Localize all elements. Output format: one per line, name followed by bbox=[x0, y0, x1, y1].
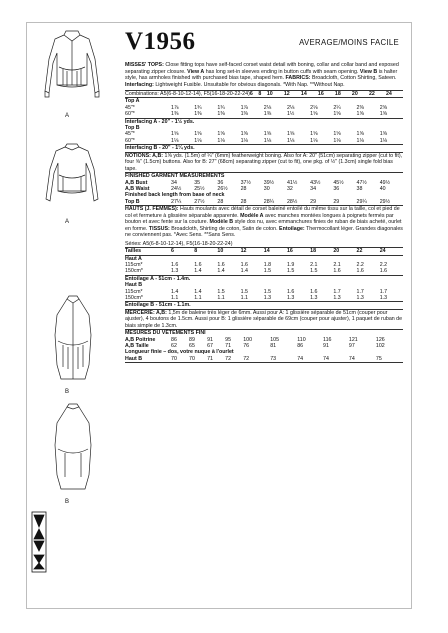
table-cell: 105 bbox=[270, 336, 280, 343]
description-en: MISSES' TOPS: Close fitting tops have self-faced corset waist detail with boning, collar and collar band and exposed separating zipper closure. View A has long set-in sleeves ending in button cuffs with seam opening. View B is halter style, has armholes finished with purchased bias tape, shaped hem. FABRICS: Broadcloth, Cotton Shirting, Sateen. Interfacing: Lightweight Fusible. Unsuitable for obvious diagonals. *With Nap. **Without Nap. bbox=[125, 62, 399, 88]
table-cell: 12 bbox=[284, 91, 301, 98]
table-cell: 2⅛ bbox=[263, 104, 272, 111]
interfacing-row: Entoilage A - 51cm - 1.4m. bbox=[125, 275, 403, 282]
table-cell: A,B Bust bbox=[125, 179, 148, 186]
table-cell: 95 bbox=[225, 336, 232, 343]
table-cell: 67 bbox=[207, 343, 213, 350]
table-cell: 2.1 bbox=[333, 261, 341, 268]
table-cell: 1⅞ bbox=[171, 104, 179, 111]
table-cell: 14 bbox=[264, 248, 287, 255]
finished-measurements-en bbox=[125, 172, 403, 206]
table-cell: 75 bbox=[375, 355, 382, 362]
table-cell: 1.6 bbox=[217, 261, 225, 268]
table-cell: 6 bbox=[171, 248, 194, 255]
table-cell: 36 bbox=[333, 185, 340, 192]
table-cell: 115cm* bbox=[125, 261, 143, 268]
table-cell: 39½ bbox=[263, 179, 275, 186]
table-cell: 1.5 bbox=[217, 288, 225, 295]
table-cell: 2⅛ bbox=[310, 104, 318, 111]
table-cell: 1⅜ bbox=[240, 111, 248, 118]
table-cell: 1.1 bbox=[194, 294, 202, 301]
table-cell: 1.7 bbox=[333, 288, 341, 295]
table-row bbox=[125, 295, 403, 302]
table-cell: 74 bbox=[323, 355, 329, 362]
table-cell: 29 bbox=[310, 198, 317, 205]
table-cell: 1⅛ bbox=[171, 137, 179, 144]
table-cell: 1⅜ bbox=[263, 111, 272, 118]
table-cell: Top B bbox=[125, 198, 140, 205]
table-cell: 2.2 bbox=[379, 261, 388, 268]
table-cell: 1⅝ bbox=[263, 131, 272, 138]
table-cell: 116 bbox=[323, 336, 332, 343]
table-cell: 1.4 bbox=[171, 288, 179, 295]
table-cell: Tailles bbox=[125, 248, 171, 255]
table-row bbox=[125, 199, 403, 206]
table-cell: 102 bbox=[375, 343, 385, 350]
table-cell: 86 bbox=[171, 336, 177, 343]
table-cell: 110 bbox=[297, 336, 306, 343]
table-cell: 1⅛ bbox=[310, 137, 318, 144]
table-cell: 74 bbox=[348, 355, 355, 362]
table-cell: 14 bbox=[301, 91, 318, 98]
table-cell: 76 bbox=[243, 343, 250, 350]
table-cell: 1⅛ bbox=[263, 137, 272, 144]
table-cell: 28¼ bbox=[263, 198, 275, 205]
nap-symbol-icon bbox=[31, 511, 47, 573]
notions-fr: MERCERIE: A,B: 1,5m de baleine très léger de 6mm. Aussi pour A: 1 glissière séparable de 51cm (couper pour ajuster), 4 boutons de 1.5cm. Aussi pour B: 1 glissière séparable de 69cm (couper pour ajuster), 1 paquet de ruban de biais simple de 1.3cm. bbox=[125, 309, 403, 329]
table-cell: 1.4 bbox=[217, 268, 225, 275]
section-title: MESURES DU VÊTEMENTS FINI bbox=[125, 330, 206, 337]
table-cell: 72 bbox=[225, 355, 232, 362]
table-cell: 71 bbox=[225, 343, 232, 350]
table-cell: 29 bbox=[333, 198, 340, 205]
table-cell: 1⅝ bbox=[310, 111, 318, 118]
table-cell: 28 bbox=[240, 185, 247, 192]
table-cell: 150cm* bbox=[125, 268, 143, 275]
table-cell: 1.6 bbox=[240, 261, 248, 268]
table-cell: 126 bbox=[375, 336, 385, 343]
table-cell: 28½ bbox=[286, 198, 298, 205]
table-cell: 1.6 bbox=[286, 288, 295, 295]
table-cell: 1.5 bbox=[310, 268, 318, 275]
table-cell: 1⅝ bbox=[356, 131, 364, 138]
table-cell: 1¾ bbox=[194, 104, 202, 111]
table-cell: 1⅝ bbox=[356, 111, 364, 118]
table-cell: 8 bbox=[194, 248, 217, 255]
table-cell: 1⅝ bbox=[379, 111, 388, 118]
table-cell: 1.6 bbox=[194, 261, 202, 268]
table-cell: 1⅝ bbox=[217, 131, 225, 138]
table-cell: 1⅝ bbox=[333, 131, 341, 138]
table-cell: 1⅝ bbox=[171, 131, 179, 138]
table-cell: 24 bbox=[386, 91, 403, 98]
table-cell: 1⅛ bbox=[333, 137, 341, 144]
table-cell: 35 bbox=[194, 179, 201, 186]
table-cell: 1.3 bbox=[333, 294, 341, 301]
table-cell: 1¾ bbox=[217, 104, 225, 111]
table-cell: 1.3 bbox=[356, 294, 364, 301]
table-cell: 16 bbox=[287, 248, 310, 255]
yardage-header-row bbox=[125, 91, 403, 98]
table-cell: 40 bbox=[379, 185, 386, 192]
table-cell: 26½ bbox=[217, 185, 228, 192]
table-cell: 24 bbox=[380, 248, 403, 255]
table-cell: 72 bbox=[243, 355, 250, 362]
table-cell: 86 bbox=[297, 343, 304, 350]
yardage-table-fr bbox=[125, 241, 403, 310]
table-cell: 1⅞ bbox=[240, 104, 248, 111]
table-cell: 32 bbox=[286, 185, 293, 192]
view-b-back-letter: B bbox=[65, 499, 70, 505]
table-cell: 1.5 bbox=[263, 268, 272, 275]
table-cell: 71 bbox=[207, 355, 213, 362]
table-cell: 25½ bbox=[194, 185, 205, 192]
interfacing-row: Interfacing A - 20" - 1½ yds. bbox=[125, 118, 403, 125]
table-row bbox=[125, 356, 403, 363]
view-b-front-drawing bbox=[43, 295, 103, 385]
group-title: Top B bbox=[125, 125, 140, 132]
description-fr: HAUTS (J. FEMMES): Hauts moulants avec détail de corset baleiné entoilé du même tissu sur la taille, col et pied de col et fermeture à glissière séparable apparente. Modèle A avec manches montées longues à poignets fermés par bouton et avec fente sur la couture. Modèle B style dos nu, avec emmanchures finies de ruban de biais acheté, ourlet en forme. TISSUS: Broadcloth, Shirting de coton, Satin de coton. Entoilage: Thermocollant léger. Grandes diagonales ne conviennent pas. *Avec Sens. **Sans Sens. bbox=[125, 206, 403, 239]
table-cell: 1.4 bbox=[194, 288, 202, 295]
table-cell: 1⅜ bbox=[194, 111, 202, 118]
table-cell: 1.8 bbox=[263, 261, 272, 268]
view-a-back-letter: A bbox=[65, 219, 70, 225]
table-cell: 1⅜ bbox=[171, 111, 179, 118]
table-cell: 22 bbox=[357, 248, 380, 255]
table-cell: 30 bbox=[263, 185, 270, 192]
finished-measurements-fr bbox=[125, 329, 403, 363]
table-cell: 1⅝ bbox=[333, 111, 341, 118]
table-cell: 74 bbox=[297, 355, 304, 362]
section-title: Longueur finie – dos, votre nuque à l'ourlet bbox=[125, 349, 234, 356]
notions-en: NOTIONS: A,B: 1⅝ yds. (1.5m) of ¼" (6mm) featherweight boning. Also for A: 20" (51cm) separating zipper (cut to fit), four ⅝" (1.5cm) buttons. Also for B: 27" (68cm) separating zipper (cut to fit), one pkg. of ½" (1.3cm) single fold bias tape. bbox=[125, 152, 403, 172]
table-cell: 1⅝ bbox=[240, 131, 248, 138]
group-title: Haut B bbox=[125, 282, 143, 289]
table-cell: 1.6 bbox=[310, 288, 318, 295]
table-cell: 1.3 bbox=[171, 268, 179, 275]
table-cell: 1.5 bbox=[263, 288, 272, 295]
table-cell: 1.3 bbox=[379, 294, 388, 301]
table-cell: 1.9 bbox=[286, 261, 295, 268]
table-cell: 2.1 bbox=[310, 261, 318, 268]
pattern-number: V1956 bbox=[125, 29, 196, 55]
table-cell: A,B Waist bbox=[125, 185, 150, 192]
table-cell: 1.3 bbox=[286, 294, 295, 301]
series-header: Séries: A5(6-8-10-12-14), F5(16-18-20-22-24) bbox=[125, 240, 233, 247]
table-cell: 37½ bbox=[240, 179, 251, 186]
table-cell: 27½ bbox=[194, 198, 205, 205]
table-cell: 49½ bbox=[379, 179, 390, 186]
sizes-header-row bbox=[125, 248, 403, 255]
view-a-front-drawing bbox=[37, 29, 107, 111]
table-cell: 1.1 bbox=[171, 294, 179, 301]
table-cell: 27¼ bbox=[171, 198, 182, 205]
table-cell: 1.1 bbox=[240, 294, 248, 301]
yardage-rows-en bbox=[125, 98, 403, 152]
section-title: FINISHED GARMENT MEASUREMENTS bbox=[125, 173, 225, 180]
table-cell: 1⅝ bbox=[194, 131, 202, 138]
table-cell: 97 bbox=[348, 343, 355, 350]
table-cell: 2¼ bbox=[333, 104, 341, 111]
table-cell: 1.6 bbox=[171, 261, 179, 268]
table-cell: 1.4 bbox=[194, 268, 202, 275]
table-cell: 34 bbox=[310, 185, 317, 192]
interfacing-row: Entoilage B - 51cm - 1.1m. bbox=[125, 302, 403, 309]
pattern-envelope-back bbox=[26, 22, 412, 609]
table-cell: 16 bbox=[318, 91, 335, 98]
table-cell: 1.7 bbox=[356, 288, 364, 295]
table-cell: 1⅛ bbox=[356, 137, 364, 144]
table-cell: 121 bbox=[348, 336, 358, 343]
table-cell: 47½ bbox=[356, 179, 367, 186]
table-cell: 1⅛ bbox=[194, 137, 202, 144]
table-cell: 1⅝ bbox=[286, 131, 295, 138]
table-cell: 65 bbox=[189, 343, 195, 350]
table-cell: 24½ bbox=[171, 185, 182, 192]
group-title: Haut A bbox=[125, 255, 142, 262]
table-cell: 2⅛ bbox=[286, 104, 295, 111]
table-cell: 91 bbox=[323, 343, 329, 350]
table-cell: 10 bbox=[267, 91, 284, 98]
table-cell: 12 bbox=[241, 248, 264, 255]
table-cell: 45"* bbox=[125, 104, 135, 111]
table-cell: 20 bbox=[352, 91, 369, 98]
table-cell: 91 bbox=[207, 336, 213, 343]
table-cell: 10 bbox=[217, 248, 240, 255]
table-cell: 45"* bbox=[125, 131, 135, 138]
table-cell: 38 bbox=[356, 185, 363, 192]
table-cell: 1.6 bbox=[379, 268, 388, 275]
table-cell: 1½ bbox=[286, 111, 295, 118]
table-cell: 1⅜ bbox=[217, 111, 225, 118]
table-cell: 1.5 bbox=[286, 268, 295, 275]
table-cell: 1.6 bbox=[333, 268, 341, 275]
table-row bbox=[125, 268, 403, 275]
table-cell: 70 bbox=[171, 355, 177, 362]
table-cell: 1.1 bbox=[217, 294, 225, 301]
table-cell: 8 bbox=[258, 91, 267, 98]
table-cell: 28 bbox=[217, 198, 224, 205]
table-cell: 43½ bbox=[310, 179, 321, 186]
table-cell: 22 bbox=[369, 91, 386, 98]
table-cell: 115cm* bbox=[125, 288, 143, 295]
table-cell: 1⅝ bbox=[379, 131, 388, 138]
table-cell: 28 bbox=[240, 198, 247, 205]
technical-drawings bbox=[27, 23, 115, 608]
table-cell: 1.4 bbox=[240, 268, 248, 275]
table-cell: 1.7 bbox=[379, 288, 388, 295]
table-cell: 2⅜ bbox=[356, 104, 364, 111]
table-row bbox=[125, 138, 403, 145]
table-cell: 1.3 bbox=[263, 294, 272, 301]
table-cell: 62 bbox=[171, 343, 177, 350]
table-cell: 89 bbox=[189, 336, 195, 343]
table-cell: 41½ bbox=[286, 179, 298, 186]
table-cell: 29½ bbox=[379, 198, 390, 205]
table-cell: 34 bbox=[171, 179, 177, 186]
table-cell: 1⅛ bbox=[217, 137, 225, 144]
table-cell: 6 bbox=[250, 91, 259, 98]
table-cell: A,B Taille bbox=[125, 343, 149, 350]
table-cell: 1⅝ bbox=[310, 131, 318, 138]
table-cell: 70 bbox=[189, 355, 195, 362]
table-cell: 60"* bbox=[125, 137, 135, 144]
table-cell: 18 bbox=[310, 248, 333, 255]
table-cell: 1⅛ bbox=[240, 137, 248, 144]
table-cell: 150cm* bbox=[125, 294, 143, 301]
table-row bbox=[125, 111, 403, 118]
table-cell: A,B Poitrine bbox=[125, 336, 156, 343]
yardage-table-en bbox=[125, 90, 403, 98]
view-b-letter: B bbox=[65, 389, 70, 395]
table-cell: Haut B bbox=[125, 355, 143, 362]
table-cell: 29¼ bbox=[356, 198, 367, 205]
interfacing-row: Interfacing B - 20" - 1¼ yds. bbox=[125, 145, 403, 152]
table-cell: 45½ bbox=[333, 179, 344, 186]
table-cell: 60"* bbox=[125, 111, 135, 118]
table-cell: 36 bbox=[217, 179, 224, 186]
table-cell: Combinations: A5(6-8-10-12-14), F5(16-18-20-22-24) bbox=[125, 91, 250, 97]
group-title: Top A bbox=[125, 98, 140, 105]
table-cell: 1.5 bbox=[240, 288, 248, 295]
table-cell: 2.2 bbox=[356, 261, 364, 268]
table-cell: 73 bbox=[270, 355, 277, 362]
table-cell: 81 bbox=[270, 343, 277, 350]
view-b-back-drawing bbox=[43, 403, 103, 495]
view-a-back-drawing bbox=[39, 143, 105, 215]
pattern-info-column bbox=[125, 29, 405, 604]
table-cell: 2⅝ bbox=[379, 104, 388, 111]
difficulty-level: AVERAGE/MOINS FACILE bbox=[299, 38, 399, 47]
section-title: Finished back length from base of neck bbox=[125, 192, 225, 199]
view-a-letter: A bbox=[65, 113, 70, 119]
table-cell: 18 bbox=[335, 91, 352, 98]
table-cell: 100 bbox=[243, 336, 253, 343]
table-cell: 1⅛ bbox=[379, 137, 388, 144]
table-cell: 1.3 bbox=[310, 294, 318, 301]
table-cell: 1.6 bbox=[356, 268, 364, 275]
table-cell: 1⅛ bbox=[286, 137, 295, 144]
table-cell: 20 bbox=[333, 248, 356, 255]
